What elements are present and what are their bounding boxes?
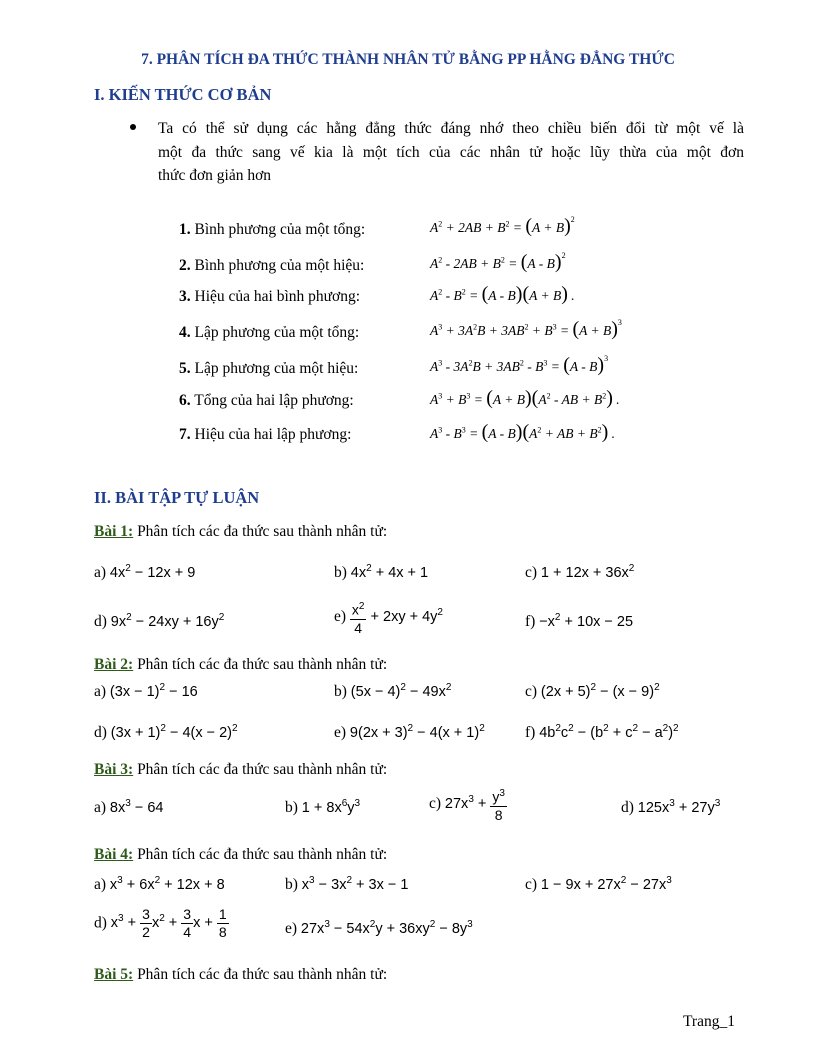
identity-label-4: 4. Lập phương của một tổng:: [179, 324, 360, 341]
exercise-3d: d) $125x^3 + 27y^3$: [621, 798, 721, 816]
identity-label-7: 7. Hiệu của hai lập phương:: [179, 426, 352, 443]
exercise-heading-2: Bài 2: Phân tích các đa thức sau thành nhân tử:: [94, 656, 388, 673]
exercise-heading-5: Bài 5: Phân tích các đa thức sau thành nhân tử:: [94, 966, 388, 983]
identity-label-3: 3. Hiệu của hai bình phương:: [179, 288, 361, 305]
identity-label-6: 6. Tổng của hai lập phương:: [179, 392, 354, 409]
bullet-dot-icon: [130, 124, 136, 130]
page-footer: Trang_1: [683, 1013, 735, 1030]
exercise-1f: $f) -x^2 + 10x - 25$: [525, 612, 634, 630]
identity-formula-3: $A^2 - B^2 = (A - B)(A + B)$ .: [430, 283, 575, 305]
exercise-2e: e) $9(2x + 3)^2 - 4(x + 1)^2$: [334, 723, 485, 741]
exercise-heading-4: Bài 4: Phân tích các đa thức sau thành nhân tử:: [94, 846, 388, 863]
bullet-line: một đa thức sang vế kia là một tích của các nhân tử hoặc lũy thừa của một đơn: [158, 143, 744, 161]
exercise-heading-1: Bài 1: Phân tích các đa thức sau thành nhân tử:: [94, 523, 388, 540]
identity-formula-6: $A^3 + B^3 = (A + B)(A^2$ - AB + $B^2$) .: [430, 387, 620, 409]
exercise-heading-3: Bài 3: Phân tích các đa thức sau thành nhân tử:: [94, 761, 388, 778]
exercise-3c: c) $27x^3$ + $\frac{y^3}{8}$: [429, 785, 507, 824]
exercise-1e: e) $\frac{x^2}{4}$ + $2xy + 4y^2$: [334, 598, 443, 637]
identity-formula-1: $A^2 + 2AB + B^2 = (A + B)^2$: [430, 215, 575, 237]
bullet-line: Ta có thể sử dụng các hằng đẳng thức đáng nhớ theo chiều biến đổi từ một vế là: [158, 120, 744, 137]
exercise-2d: d) $(3x + 1)^2 - 4(x - 2)^2$: [94, 723, 238, 741]
exercise-4c: c) $1 - 9x + 27x^2 - 27x^3$: [525, 875, 672, 893]
section-heading-exercises: II. BÀI TẬP TỰ LUẬN: [94, 488, 260, 507]
identity-label-5: 5. Lập phương của một hiệu:: [179, 360, 359, 377]
exercise-2b: b) $(5x - 4)^2 - 49x^2$: [334, 682, 452, 700]
exercise-2c: c) $(2x + 5)^2 - (x - 9)^2$: [525, 682, 660, 700]
bullet-paragraph: [136, 117, 744, 188]
page-title: 7. PHÂN TÍCH ĐA THỨC THÀNH NHÂN TỬ BẰNG PP HẰNG ĐẲNG THỨC: [141, 51, 675, 68]
exercise-1b: b) $4x^2 + 4x + 1$: [334, 563, 429, 581]
exercise-1c: c) $1 + 12x + 36x^2$: [525, 563, 635, 581]
exercise-1a: a) $4x^2 - 12x + 9$: [94, 563, 196, 581]
exercise-4b: b) $x^3 - 3x^2 + 3x - 1$: [285, 875, 409, 893]
identity-formula-4: $A^3 + 3A^2B + 3AB^2 + B^3 = (A + B)^3$: [430, 318, 622, 340]
identity-label-1: 1. Bình phương của một tổng:: [179, 221, 366, 238]
exercise-3b: b) $1 + 8x^6y^3$: [285, 798, 361, 816]
bullet-line: thức đơn giản hơn: [158, 167, 272, 184]
exercise-4e: e) $27x^3 - 54x^2y + 36xy^2 - 8y^3$: [285, 919, 473, 937]
exercise-1d: d) $9x^2 - 24xy + 16y^2$: [94, 612, 225, 630]
identity-formula-2: $A^2 - 2AB + B^2 = (A - B)^2$: [430, 251, 566, 273]
section-heading-basic: I. KIẾN THỨC CƠ BẢN: [94, 85, 272, 104]
exercise-3a: a) $8x^3 - 64$: [94, 798, 164, 816]
exercise-4a: a) $x^3 + 6x^2 + 12x + 8$: [94, 875, 225, 893]
exercise-2f: f) $4b^2c^2 - (b^2 + c^2 - a^2)^2$: [525, 723, 679, 741]
identity-formula-5: $A^3 - 3A^2B + 3AB^2 - B^3 = (A - B)^3$: [430, 354, 609, 376]
identity-label-2: 2. Bình phương của một hiệu:: [179, 257, 365, 274]
exercise-4d: d) $x^3$ + $\frac{3}{2}$ $x^2$ + $\frac{3}{4}$ x + $\frac{1}{8}$: [94, 906, 227, 940]
exercise-2a: a) $(3x - 1)^2 - 16$: [94, 682, 198, 700]
identity-formula-7: $A^3 - B^3 = (A - B)(A^2$ + AB + $B^2$) .: [430, 421, 616, 443]
